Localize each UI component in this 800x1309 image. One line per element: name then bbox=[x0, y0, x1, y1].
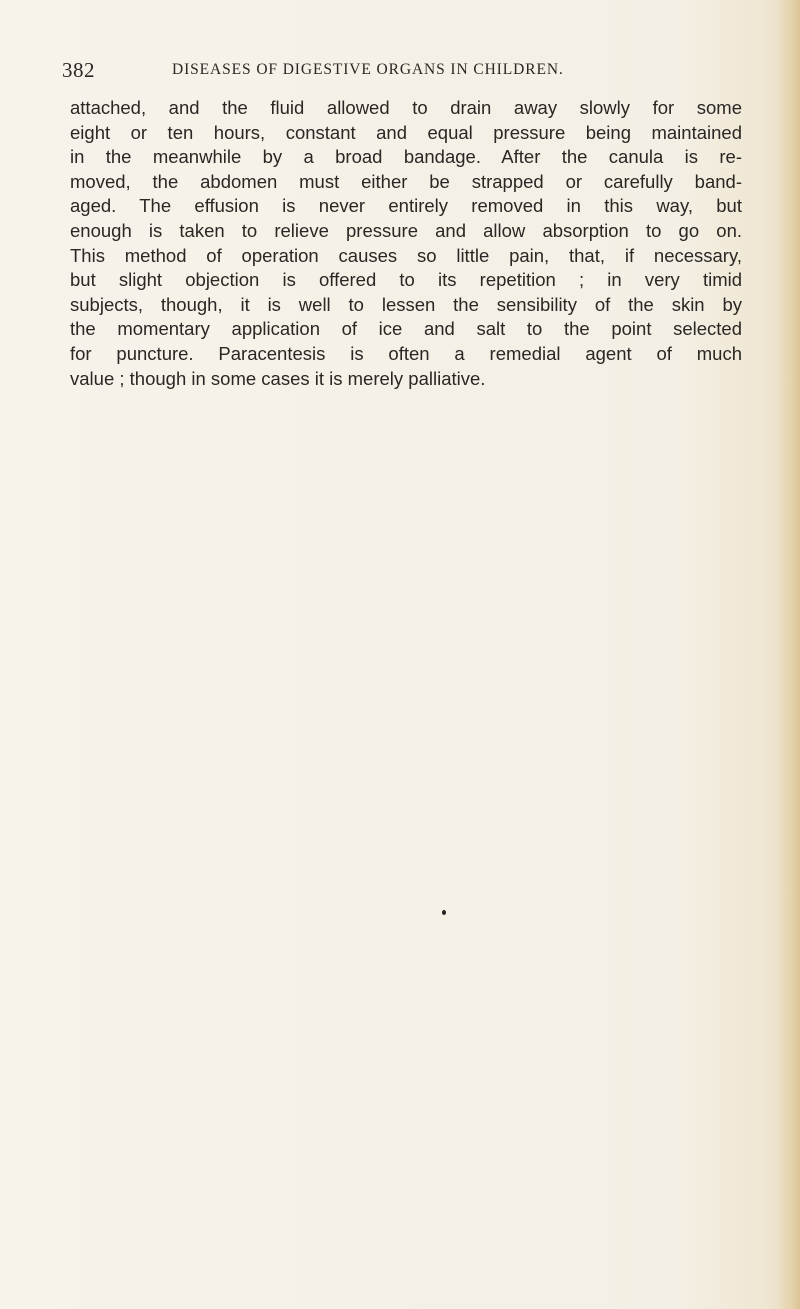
text-line: aged. The effusion is never entirely removed in this way, but bbox=[70, 195, 742, 217]
text-line: attached, and the fluid allowed to drain away slowly for some bbox=[70, 97, 742, 118]
text-line: in the meanwhile by a broad bandage. After the canula is re- bbox=[70, 146, 742, 168]
text-line: moved, the abdomen must either be strapped or carefully band- bbox=[70, 170, 742, 192]
body-paragraph bbox=[70, 96, 742, 391]
text-line: enough is taken to relieve pressure and allow absorption to go on. bbox=[70, 219, 742, 241]
text-line: but slight objection is offered to its repetition ; in very timid bbox=[70, 269, 742, 291]
running-head-title: DISEASES OF DIGESTIVE ORGANS IN CHILDREN. bbox=[172, 61, 564, 78]
text-line: subjects, though, it is well to lessen the sensibility of the skin by bbox=[70, 293, 742, 315]
page-edge-discoloration bbox=[778, 0, 800, 1309]
text-line: the momentary application of ice and salt to the point selected bbox=[70, 318, 742, 340]
page-number: 382 bbox=[62, 58, 95, 82]
text-line: eight or ten hours, constant and equal pressure being maintained bbox=[70, 121, 742, 143]
running-head bbox=[62, 58, 742, 84]
text-line: This method of operation causes so little pain, that, if necessary, bbox=[70, 244, 742, 266]
ink-speck bbox=[442, 910, 446, 915]
text-line-last: value ; though in some cases it is merely palliative. bbox=[70, 367, 486, 389]
text-line: for puncture. Paracentesis is often a remedial agent of much bbox=[70, 342, 742, 364]
